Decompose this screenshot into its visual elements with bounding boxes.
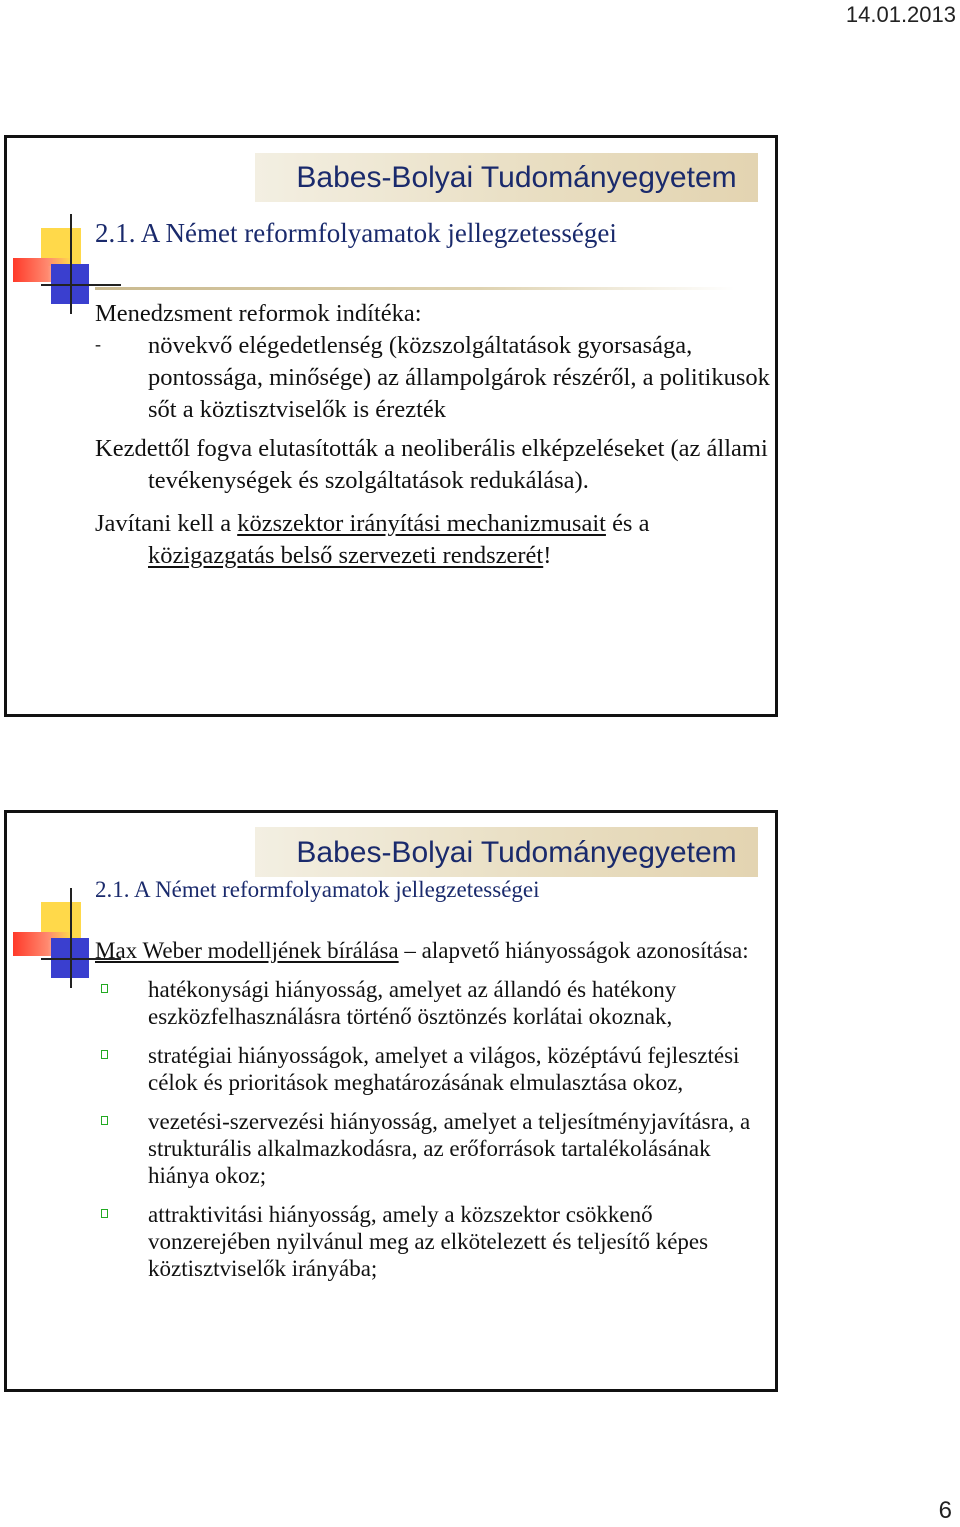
slide-body bbox=[95, 937, 765, 1282]
underlined-phrase: Max Weber modelljének bírálása bbox=[95, 938, 399, 963]
intro-text bbox=[95, 937, 765, 964]
square-bullet-icon bbox=[101, 1116, 108, 1125]
bullet-item bbox=[95, 976, 765, 1030]
slide-2 bbox=[4, 810, 778, 1392]
page-date: 14.01.2013 bbox=[845, 2, 956, 27]
bullet-item bbox=[95, 1108, 765, 1189]
slide-title: 2.1. A Német reformfolyamatok jellegzetességei bbox=[95, 877, 540, 902]
bullet-text: hatékonysági hiányosság, amelyet az állandó és hatékony eszközfelhasználásra történő ösztönzés korlátai okoznak, bbox=[148, 977, 677, 1029]
bullet-text: attraktivitási hiányosság, amely a közszektor csökkenő vonzerejében nyilvánul meg az elkötelezett és teljesítő képes köztisztviselők irányába; bbox=[148, 1202, 709, 1281]
lead-text: Menedzsment reformok indítéka: bbox=[95, 300, 422, 327]
paragraph-2-end: ! bbox=[543, 542, 552, 569]
square-bullet-icon bbox=[101, 1050, 108, 1059]
square-bullet-icon bbox=[101, 984, 108, 993]
university-banner: Babes-Bolyai Tudományegyetem bbox=[255, 827, 758, 877]
bullet-text: stratégiai hiányosságok, amelyet a világos, középtávú fejlesztési célok és prioritások meghatározásának elmulasztása okoz, bbox=[148, 1043, 740, 1095]
paragraph-2-text-b: és a bbox=[605, 510, 650, 537]
paragraph-2-text-a: Javítani kell a bbox=[95, 510, 238, 537]
underlined-phrase-2: közigazgatás belső szervezeti rendszerét bbox=[148, 542, 544, 569]
intro-rest: – alapvető hiányosságok azonosítása: bbox=[398, 938, 749, 963]
paragraph-1: Kezdettől fogva elutasították a neoliberális elképzeléseket (az állami tevékenységek és szolgáltatások redukálása). bbox=[95, 435, 768, 494]
dash-marker: - bbox=[95, 334, 101, 354]
university-banner: Babes-Bolyai Tudományegyetem bbox=[255, 153, 758, 202]
square-bullet-icon bbox=[101, 1209, 108, 1218]
bullet-item bbox=[95, 1201, 765, 1282]
paragraph-2 bbox=[95, 508, 775, 572]
dash-list-item bbox=[95, 330, 775, 426]
underlined-phrase-1: közszektor irányítási mechanizmusait bbox=[237, 510, 606, 537]
bullet-text: vezetési-szervezési hiányosság, amelyet a teljesítményjavításra, a strukturális alkalmazkodásra, az erőforrások tartalékolásának hiánya okoz; bbox=[148, 1109, 751, 1188]
page-number: 6 bbox=[938, 1497, 952, 1524]
slide-1 bbox=[4, 135, 778, 717]
slide-body bbox=[95, 298, 775, 572]
title-divider bbox=[95, 287, 735, 290]
dash-item-text: növekvő elégedetlenség (közszolgáltatások gyorsasága, pontossága, minősége) az állampolgárok részéről, a politikusok sőt a köztisztviselők is érezték bbox=[148, 332, 770, 423]
slide-title: 2.1. A Német reformfolyamatok jellegzetességei bbox=[95, 218, 617, 248]
bullet-item bbox=[95, 1042, 765, 1096]
